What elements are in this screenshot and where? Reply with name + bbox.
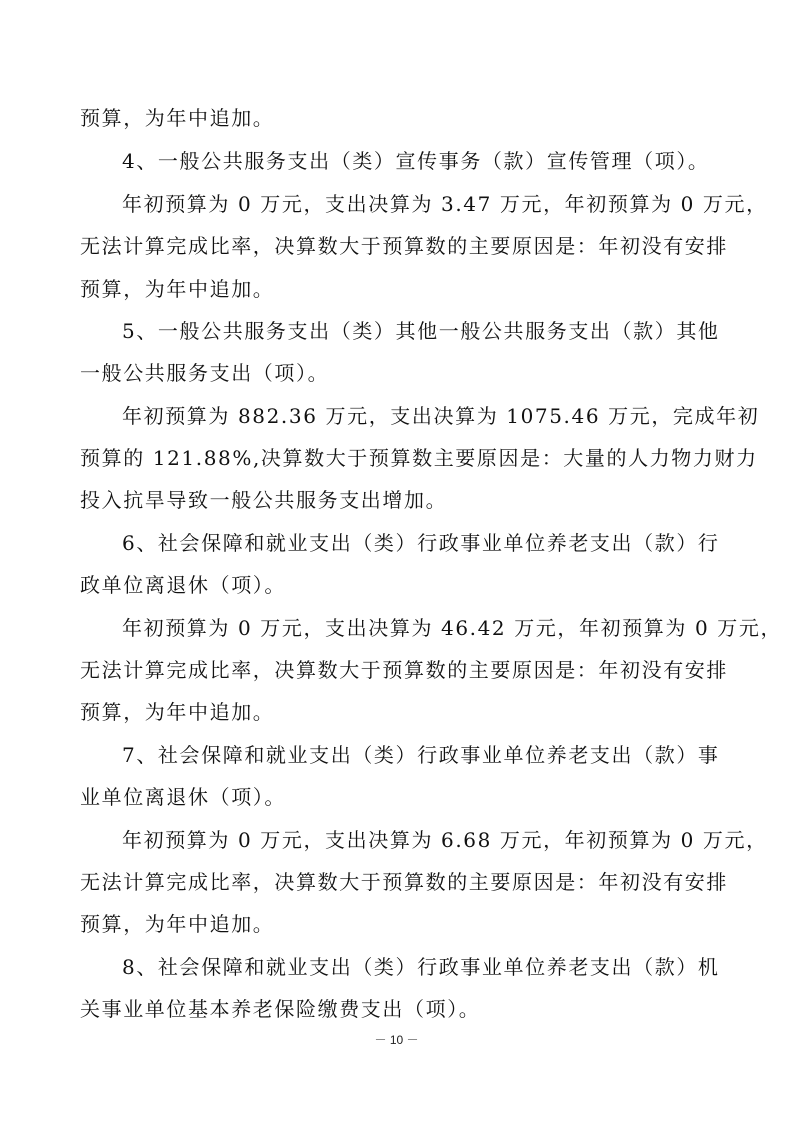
section-heading: 8、社会保障和就业支出（类）行政事业单位养老支出（款）机 [122,955,720,979]
paragraph-line: 预算，为年中追加。 [80,106,275,130]
paragraph-line: 年初预算为 882.36 万元，支出决算为 1075.46 万元，完成年初 [122,404,760,428]
paragraph-line: 预算，为年中追加。 [80,912,275,936]
page-number: － 10 － [374,1033,419,1047]
paragraph-line: 投入抗旱导致一般公共服务支出增加。 [80,488,448,512]
section-heading: 关事业单位基本养老保险缴费支出（项）。 [80,997,481,1021]
paragraph-line: 无法计算完成比率，决算数大于预算数的主要原因是：年初没有安排 [80,870,728,894]
section-heading: 业单位离退休（项）。 [80,785,286,809]
paragraph-line: 预算，为年中追加。 [80,700,275,724]
section-heading: 4、一般公共服务支出（类）宣传事务（款）宣传管理（项）。 [122,149,710,173]
section-heading: 5、一般公共服务支出（类）其他一般公共服务支出（款）其他 [122,319,720,343]
paragraph-line: 无法计算完成比率，决算数大于预算数的主要原因是：年初没有安排 [80,658,728,682]
section-heading: 一般公共服务支出（项）。 [80,361,330,385]
paragraph-line: 预算的 121.88%,决算数大于预算数主要原因是：大量的人力物力财力 [80,446,758,470]
section-heading: 7、社会保障和就业支出（类）行政事业单位养老支出（款）事 [122,743,720,767]
section-heading: 6、社会保障和就业支出（类）行政事业单位养老支出（款）行 [122,531,720,555]
paragraph-line: 无法计算完成比率，决算数大于预算数的主要原因是：年初没有安排 [80,234,728,258]
paragraph-line: 年初预算为 0 万元，支出决算为 46.42 万元，年初预算为 0 万元， [122,616,783,640]
section-heading: 政单位离退休（项）。 [80,573,286,597]
paragraph-line: 预算，为年中追加。 [80,277,275,301]
paragraph-line: 年初预算为 0 万元，支出决算为 3.47 万元，年初预算为 0 万元， [122,192,768,216]
paragraph-line: 年初预算为 0 万元，支出决算为 6.68 万元，年初预算为 0 万元， [122,828,768,852]
